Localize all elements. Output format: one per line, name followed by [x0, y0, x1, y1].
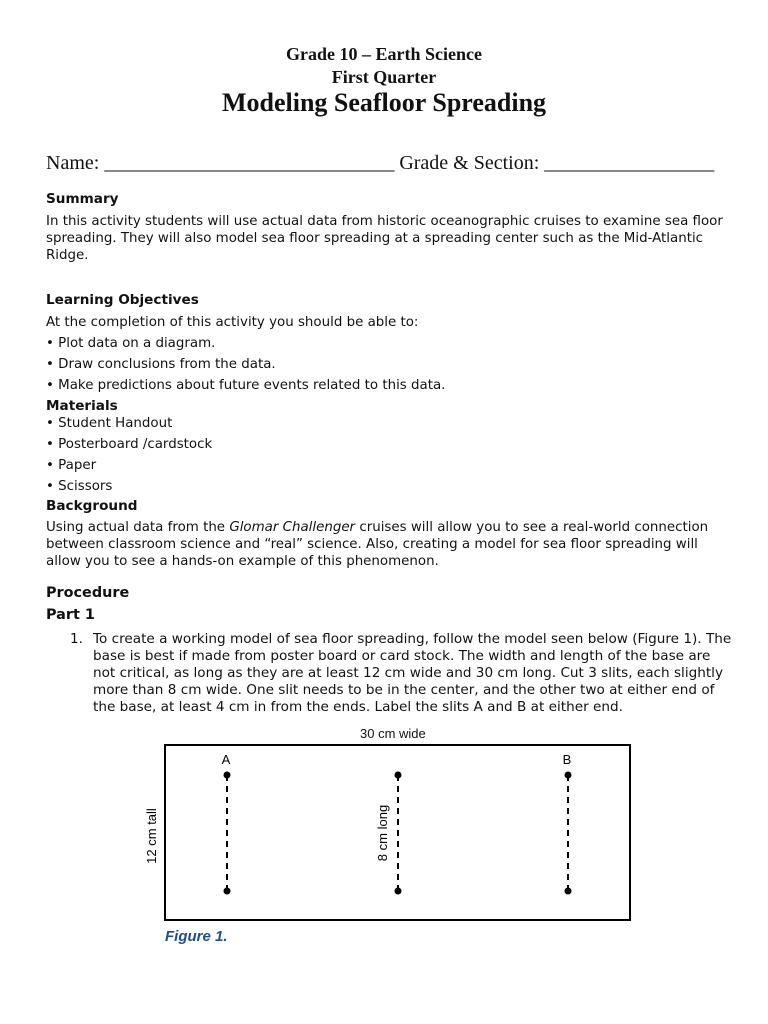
background-text: Using actual data from the Glomar Challenger cruises will allow you to see a real-world connection between classroom science and “real” science. Also, creating a model for sea floor spreading will allow you to see a hands-on example of this phenomenon.: [46, 520, 709, 569]
summary-text: In this activity students will use actual data from historic oceanographic cruises to examine sea floor spreading. They will also model sea floor spreading at a spreading center such as the Mid-Atlantic Ridge.: [46, 214, 723, 263]
slit-center-top-dot: [395, 772, 402, 779]
figure-caption: Figure 1.: [165, 928, 228, 945]
step-text: To create a working model of sea floor spreading, follow the model seen below (Figure 1). The base is best if made from poster board or card stock. The width and length of the base are not critical, as long as they are at least 12 cm wide and 30 cm long. Cut 3 slits, each slightly more than 8 cm wide. One slit needs to be in the center, and the other two at either end of the base, at least 4 cm in from the ends. Label the slits A and B at either end.: [93, 631, 732, 715]
ship-name: Glomar Challenger: [229, 520, 356, 535]
width-label: 30 cm wide: [360, 726, 426, 741]
slit-a-bottom-dot: [224, 888, 231, 895]
slit-center-bottom-dot: [395, 888, 402, 895]
material-item: • Student Handout: [46, 416, 173, 431]
material-item: • Posterboard /cardstock: [46, 437, 213, 452]
name-field[interactable]: _____________________________: [104, 152, 395, 174]
quarter-heading: First Quarter: [331, 67, 437, 87]
section-label: Grade & Section:: [399, 152, 540, 174]
objectives-intro: At the completion of this activity you should be able to:: [46, 315, 419, 330]
name-label: Name:: [46, 152, 100, 174]
slit-b-label: B: [562, 752, 572, 767]
figure-1-diagram: [130, 740, 650, 930]
section-field[interactable]: _________________: [544, 152, 715, 174]
slit-b-top-dot: [565, 772, 572, 779]
slit-a-label: A: [221, 752, 231, 767]
student-info-line: [46, 152, 714, 175]
material-item: • Paper: [46, 458, 97, 473]
procedure-heading: Procedure: [46, 585, 130, 601]
procedure-step: [70, 631, 730, 716]
slit-a-top-dot: [224, 772, 231, 779]
page-title: Modeling Seafloor Spreading: [221, 88, 547, 117]
part-heading: Part 1: [46, 607, 95, 623]
materials-heading: Materials: [46, 398, 118, 414]
objective-item: • Draw conclusions from the data.: [46, 357, 276, 372]
objective-item: • Plot data on a diagram.: [46, 336, 216, 351]
slit-b-bottom-dot: [565, 888, 572, 895]
grade-heading: Grade 10 – Earth Science: [286, 44, 482, 64]
objectives-heading: Learning Objectives: [46, 292, 199, 308]
background-heading: Background: [46, 498, 138, 514]
step-number: 1.: [70, 631, 83, 647]
slit-length-label: 8 cm long: [375, 804, 390, 862]
summary-heading: Summary: [46, 191, 119, 207]
material-item: • Scissors: [46, 479, 113, 494]
objective-item: • Make predictions about future events related to this data.: [46, 378, 446, 393]
height-label: 12 cm tall: [144, 808, 159, 864]
